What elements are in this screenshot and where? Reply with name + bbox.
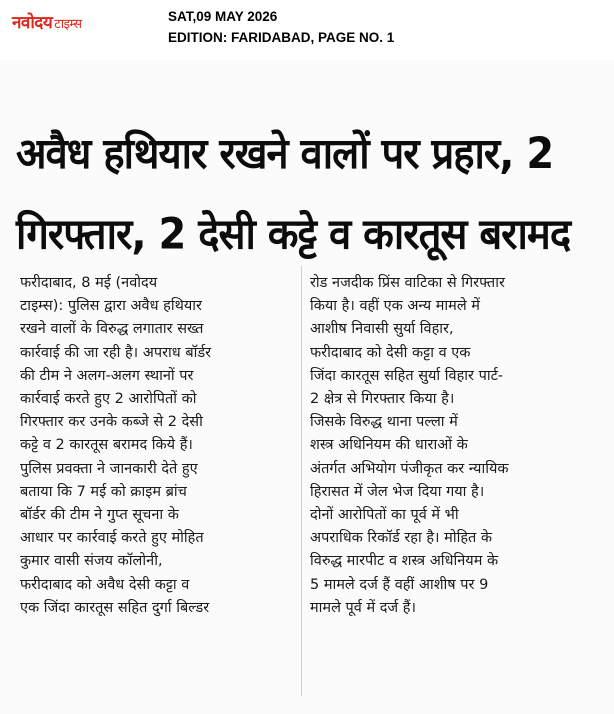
logo-main-text: नवोदय [12,13,53,33]
article-text-line: दोनों आरोपितों का पूर्व में भी [310,507,459,524]
article-text-line: आशीष निवासी सुर्या विहार, [310,321,454,338]
article-text-line: कार्रवाई की जा रही है। अपराध बॉर्डर [20,344,212,361]
column-divider [301,266,302,696]
article-text-line: फरीदाबाद को देसी कट्टा व एक [310,344,471,361]
article-text-line: रखने वालों के विरुद्ध लगातार सख्त [20,321,204,338]
article-text-line: जिसके विरुद्ध थाना पल्ला में [310,414,458,431]
article-text-line: आधार पर कार्रवाई करते हुए मोहित [20,530,204,547]
article-text-line: मामले पूर्व में दर्ज हैं। [310,599,416,616]
article-text-line: फरीदाबाद, 8 मई (नवोदय [20,275,158,291]
article-text-line: अंतर्गत अभियोग पंजीकृत कर न्यायिक [310,460,509,477]
article-text-line: शस्त्र अधिनियम की धाराओं के [310,437,468,454]
headline-line: गिरफ्तार, 2 देसी कट्टे व कारतूस बरामद [16,210,571,260]
article-text-line: फरीदाबाद को अवैध देसी कट्टा व [20,576,190,593]
article-text-line: कार्रवाई करते हुए 2 आरोपितों को [20,391,197,408]
article-column-left [20,272,302,620]
article-column-right [310,272,600,620]
news-clipping [0,60,614,714]
paper-header [0,0,614,61]
article-text-line: एक जिंदा कारतूस सहित दुर्गा बिल्डर [20,599,210,616]
article-text-line: गिरफ्तार कर उनके कब्जे से 2 देसी [20,414,203,431]
article-text-line: जिंदा कारतूस सहित सुर्या विहार पार्ट- [310,367,504,384]
article-text-line: बताया कि 7 मई को क्राइम ब्रांच [20,483,187,500]
article-text-line: 2 क्षेत्र से गिरफ्तार किया है। [310,391,455,408]
article-text-line: बॉर्डर की टीम ने गुप्त सूचना के [20,507,179,524]
article-text-line: की टीम ने अलग-अलग स्थानों पर [20,367,194,384]
edition-info [168,6,394,48]
newspaper-logo[interactable] [12,10,82,33]
issue-date: SAT,09 MAY 2026 [168,9,278,24]
article-text-line: हिरासत में जेल भेज दिया गया है। [310,483,485,500]
logo-sub-text: टाइम्स [54,17,82,32]
article-text-line: रोड नजदीक प्रिंस वाटिका से गिरफ्तार [310,275,505,291]
article-text-line: अपराधिक रिकॉर्ड रहा है। मोहित के [310,530,493,547]
article-text-line: विरुद्ध मारपीट व शस्त्र अधिनियम के [310,553,499,570]
article-text-line: कुमार वासी संजय कॉलोनी, [20,553,163,570]
article-text-line: 5 मामले दर्ज हैं वहीं आशीष पर 9 [310,576,489,593]
article-text-line: किया है। वहीं एक अन्य मामले में [310,298,480,315]
article-headline [16,114,606,275]
headline-line: अवैध हथियार रखने वालों पर प्रहार, 2 [16,129,554,179]
article-text-line: टाइम्स): पुलिस द्वारा अवैध हथियार [20,298,202,315]
article-text-line: पुलिस प्रवक्ता ने जानकारी देते हुए [20,460,198,477]
article-text-line: कट्टे व 2 कारतूस बरामद किये हैं। [20,437,193,454]
edition-page: EDITION: FARIDABAD, PAGE NO. 1 [168,30,395,45]
clipping-top-edge [40,60,600,70]
